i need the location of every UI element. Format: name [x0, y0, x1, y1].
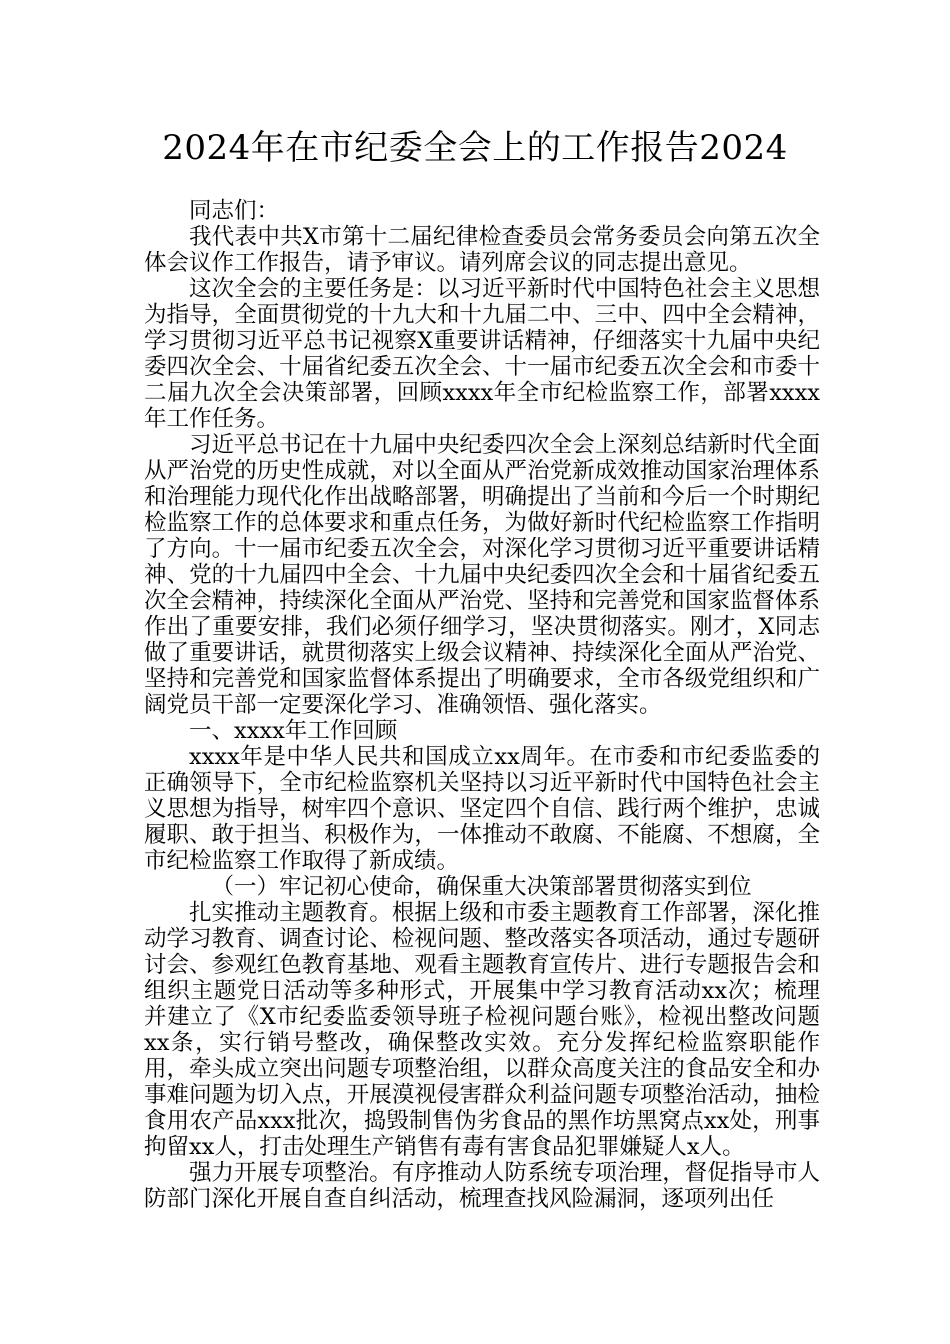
- document-title: 2024年在市纪委全会上的工作报告2024: [162, 128, 788, 168]
- main-task-paragraph: 这次全会的主要任务是：以习近平新时代中国特色社会主义思想为指导，全面贯彻党的十九大和十九届二中、三中、四中全会精神，学习贯彻习近平总书记视察X重要讲话精神，仔细落实十九届中央纪委四次全会、十届省纪委五次全会、十一届市纪委五次全会和市委十二届九次全会决策部署，回顾xxxx年全市纪检监察工作，部署xxxx年工作任务。: [144, 276, 820, 432]
- section-heading: 一、xxxx年工作回顾: [189, 718, 398, 744]
- opening-paragraph: 我代表中共X市第十二届纪律检查委员会常务委员会向第五次全体会议作工作报告，请予审议。请列席会议的同志提出意见。: [144, 224, 820, 276]
- document-body: [144, 198, 820, 1212]
- salutation-paragraph: 同志们：: [189, 198, 280, 224]
- special-rectification-paragraph: 强力开展专项整治。有序推动人防系统专项治理，督促指导市人防部门深化开展自查自纠活动，梳理查找风险漏洞，逐项列出任: [144, 1160, 820, 1212]
- context-paragraph: 习近平总书记在十九届中央纪委四次全会上深刻总结新时代全面从严治党的历史性成就，对以全面从严治党新成效推动国家治理体系和治理能力现代化作出战略部署，明确提出了当前和今后一个时期纪检监察工作的总体要求和重点任务，为做好新时代纪检监察工作指明了方向。十一届市纪委五次全会，对深化学习贯彻习近平重要讲话精神、党的十九届四中全会、十九届中央纪委四次全会和十届省纪委五次全会精神，持续深化全面从严治党、坚持和完善党和国家监督体系作出了重要安排，我们必须仔细学习，坚决贯彻落实。刚才，X同志做了重要讲话，就贯彻落实上级会议精神、持续深化全面从严治党、坚持和完善党和国家监督体系提出了明确要求，全市各级党组织和广阔党员干部一定要深化学习、准确领悟、强化落实。: [144, 432, 820, 718]
- theme-education-paragraph: 扎实推动主题教育。根据上级和市委主题教育工作部署，深化推动学习教育、调查讨论、检视问题、整改落实各项活动，通过专题研讨会、参观红色教育基地、观看主题教育宣传片、进行专题报告会和组织主题党日活动等多种形式，开展集中学习教育活动xx次；梳理并建立了《X市纪委监委领导班子检视问题台账》，检视出整改问题xx条，实行销号整改，确保整改实效。充分发挥纪检监察职能作用，牵头成立突出问题专项整治组，以群众高度关注的食品安全和办事难问题为切入点，开展漠视侵害群众利益问题专项整治活动，抽检食用农产品xxx批次，捣毁制售伪劣食品的黑作坊黑窝点xx处，刑事拘留xx人，打击处理生产销售有毒有害食品犯罪嫌疑人x人。: [144, 900, 820, 1160]
- subsection-heading: （一）牢记初心使命，确保重大决策部署贯彻落实到位: [211, 874, 752, 900]
- review-paragraph: xxxx年是中华人民共和国成立xx周年。在市委和市纪委监委的正确领导下，全市纪检监察机关坚持以习近平新时代中国特色社会主义思想为指导，树牢四个意识、坚定四个自信、践行两个维护，忠诚履职、敢于担当、积极作为，一体推动不敢腐、不能腐、不想腐，全市纪检监察工作取得了新成绩。: [144, 744, 820, 874]
